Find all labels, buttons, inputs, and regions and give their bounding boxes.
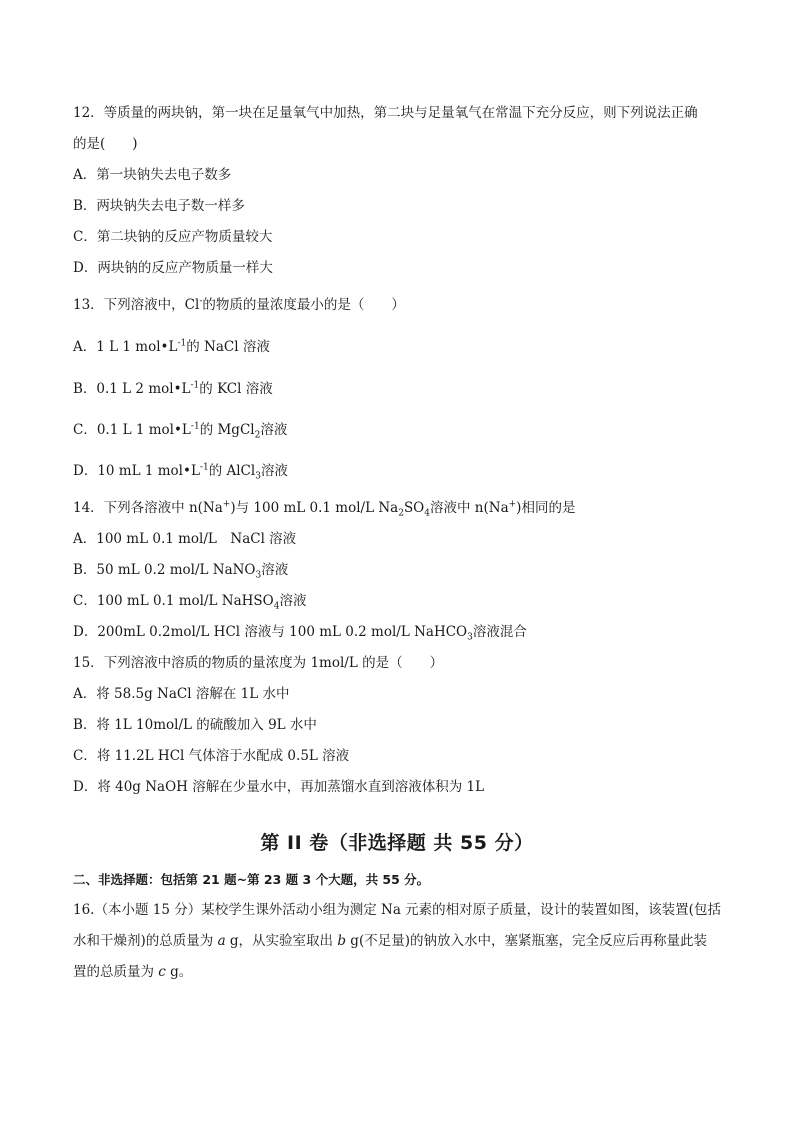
q13-d-sub: 3 [255, 471, 261, 482]
q14-c-sub: 4 [273, 601, 280, 612]
q13-stem-text-2: 的物质的量浓度最小的是（ ） [202, 297, 405, 313]
q14-stem-sub2: 4 [424, 508, 430, 519]
q14-b-text-2: 溶液 [261, 562, 289, 578]
q16-line3-text-2: g。 [165, 964, 193, 980]
q14-d-text-2: 溶液混合 [472, 624, 527, 640]
q14-stem-text: 14．下列各溶液中 n(Na [73, 500, 223, 516]
q14-option-d [73, 622, 754, 642]
q13-c-sup: -1 [190, 421, 200, 432]
q16-line2 [73, 931, 754, 951]
q13-d-text-3: 溶液 [260, 463, 288, 479]
q14-stem [73, 498, 754, 518]
q16-line2-text-3: g(不足量)的钠放入水中，塞紧瓶塞，完全反应后再称量此装 [346, 933, 707, 949]
section-instruction: 二、非选择题：包括第 21 题~第 23 题 3 个大题，共 55 分。 [73, 872, 430, 887]
q13-d-text: D．10 mL 1 mol•L [73, 463, 200, 479]
q13-c-text-2: 的 MgCl [199, 422, 255, 438]
q15-stem: 15．下列溶液中溶质的物质的量浓度为 1mol/L 的是（ ） [73, 655, 444, 671]
q16-line1: 16.（本小题 15 分）某校学生课外活动小组为测定 Na 元素的相对原子质量，设计的装置如图，该装置(包括 [73, 902, 721, 918]
q14-d-sub: 3 [467, 632, 473, 643]
q13-option-c [73, 420, 754, 440]
q14-option-c [73, 591, 754, 611]
q16-var-a: a [217, 933, 226, 949]
q16-line2-text: 水和干燥剂)的总质量为 [73, 933, 218, 949]
q13-d-text-2: 的 AlCl [208, 463, 256, 479]
q16-var-c: c [158, 964, 166, 980]
q13-c-text-3: 溶液 [260, 422, 288, 438]
section-title: 第 II 卷（非选择题 共 55 分） [260, 832, 534, 854]
q14-stem-text-2: )与 100 mL 0.1 mol/L Na [230, 500, 399, 516]
q13-stem [73, 295, 754, 315]
q13-option-d [73, 461, 754, 481]
q12-stem-line1: 12．等质量的两块钠，第一块在足量氧气中加热，第二块与足量氧气在常温下充分反应，则下列说法正确 [73, 105, 698, 121]
q14-stem-text-5: )相同的是 [516, 500, 576, 516]
q15-option-b: B．将 1L 10mol/L 的硫酸加入 9L 水中 [73, 717, 317, 733]
q13-a-text: A．1 L 1 mol•L [73, 339, 178, 355]
q15-option-a: A．将 58.5g NaCl 溶解在 1L 水中 [73, 686, 290, 702]
q14-b-text: B．50 mL 0.2 mol/L NaNO [73, 562, 256, 578]
q14-option-b [73, 560, 754, 580]
q16-line3 [73, 962, 754, 982]
q14-stem-text-4: 溶液中 n(Na [430, 500, 509, 516]
q14-stem-sup1: + [222, 499, 231, 510]
q14-d-text: D．200mL 0.2mol/L HCl 溶液与 100 mL 0.2 mol/L NaHCO [73, 624, 468, 640]
q13-b-text-2: 的 KCl 溶液 [199, 381, 273, 397]
q12-option-d: D．两块钠的反应产物质量一样大 [73, 260, 273, 276]
q13-b-sup: -1 [190, 380, 200, 391]
q13-c-sub: 2 [254, 430, 261, 441]
q16-line2-text-2: g，从实验室取出 [225, 933, 338, 949]
q16-var-b: b [337, 933, 347, 949]
q14-c-text: C．100 mL 0.1 mol/L NaHSO [73, 593, 274, 609]
q13-a-sup: -1 [177, 338, 187, 349]
q16-line3-text: 置的总质量为 [73, 964, 159, 980]
q14-stem-sub1: 2 [398, 508, 404, 519]
q13-b-text: B．0.1 L 2 mol•L [73, 381, 191, 397]
q15-option-d: D．将 40g NaOH 溶解在少量水中，再加蒸馏水直到溶液体积为 1L [73, 779, 485, 795]
q13-stem-text: 13．下列溶液中，Cl [73, 297, 200, 313]
q14-c-text-2: 溶液 [279, 593, 307, 609]
q12-stem-line2: 的是( ) [73, 136, 138, 152]
q15-option-c: C．将 11.2L HCl 气体溶于水配成 0.5L 溶液 [73, 748, 350, 764]
q13-c-text: C．0.1 L 1 mol•L [73, 422, 191, 438]
q13-d-sup: -1 [199, 462, 209, 473]
q13-option-b [73, 379, 754, 399]
q12-option-a: A．第一块钠失去电子数多 [73, 167, 232, 183]
q14-option-a: A．100 mL 0.1 mol/L NaCl 溶液 [73, 531, 297, 547]
q12-option-c: C．第二块钠的反应产物质量较大 [73, 229, 273, 245]
q14-stem-sup2: + [508, 499, 517, 510]
q13-a-text-2: 的 NaCl 溶液 [186, 339, 270, 355]
q13-stem-sup: - [199, 296, 203, 307]
q12-option-b: B．两块钠失去电子数一样多 [73, 198, 245, 214]
q14-b-sub: 3 [255, 570, 262, 581]
q14-stem-text-3: SO [403, 500, 425, 516]
q13-option-a [73, 337, 754, 357]
